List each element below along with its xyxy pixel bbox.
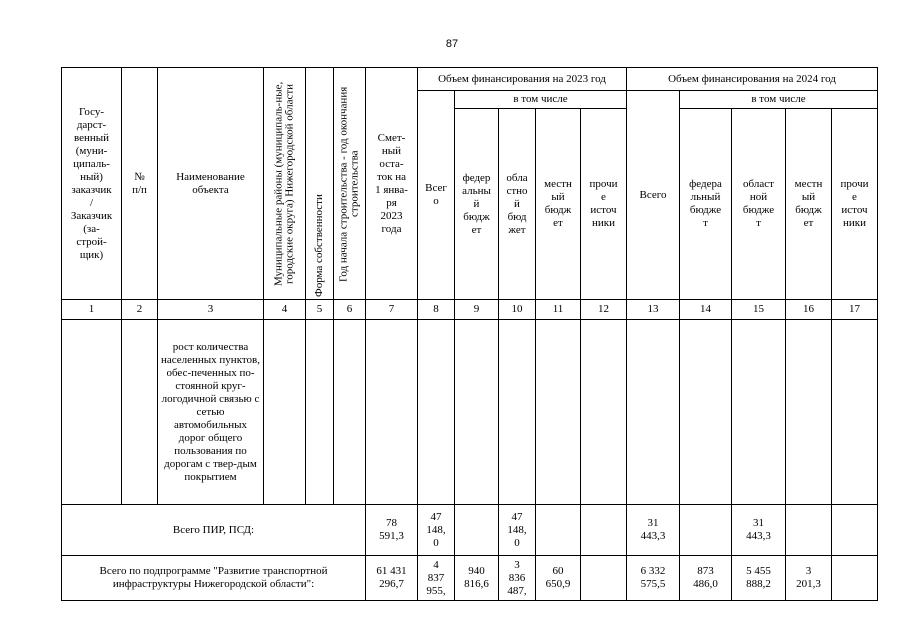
column-number: 6: [334, 300, 366, 320]
empty-cell: [264, 320, 306, 505]
header-including-2024: в том числе: [680, 91, 878, 109]
cell-other-2024: [832, 505, 878, 556]
cell-other-2024: [832, 556, 878, 601]
column-number: 14: [680, 300, 732, 320]
cell-local-2023: 60 650,9: [536, 556, 581, 601]
row-label: Всего ПИР, ПСД:: [62, 505, 366, 556]
empty-cell: [366, 320, 418, 505]
cell-balance: 61 431 296,7: [366, 556, 418, 601]
column-number: 12: [581, 300, 627, 320]
header-customer: Госу- дарст- венный (муни- ципаль- ный) заказчик / Заказчик (за- строй- щик): [62, 68, 122, 300]
cell-federal-2024: 873 486,0: [680, 556, 732, 601]
column-number: 17: [832, 300, 878, 320]
header-other-2023: прочи е источ ники: [581, 109, 627, 300]
header-total-2024: Всего: [627, 91, 680, 300]
empty-cell: [581, 320, 627, 505]
description-row: [62, 320, 878, 505]
cell-federal-2024: [680, 505, 732, 556]
header-financing-2024: Объем финансирования на 2024 год: [627, 68, 878, 91]
empty-cell: [455, 320, 499, 505]
empty-cell: [306, 320, 334, 505]
empty-cell: [536, 320, 581, 505]
header-total-2023: Всег о: [418, 91, 455, 300]
header-other-2024: прочи е источ ники: [832, 109, 878, 300]
header-local-2023: местн ый бюдж ет: [536, 109, 581, 300]
cell-total-2024: 31 443,3: [627, 505, 680, 556]
column-number: 5: [306, 300, 334, 320]
financing-table: [61, 67, 878, 601]
empty-cell: [62, 320, 122, 505]
empty-cell: [732, 320, 786, 505]
pir-total-row: [62, 505, 878, 556]
header-regional-2023: обла стно й бюд жет: [499, 109, 536, 300]
cell-other-2023: [581, 505, 627, 556]
column-number: 13: [627, 300, 680, 320]
cell-total-2023: 47 148, 0: [418, 505, 455, 556]
cell-federal-2023: 940 816,6: [455, 556, 499, 601]
column-number: 7: [366, 300, 418, 320]
header-num: № п/п: [122, 68, 158, 300]
empty-cell: [122, 320, 158, 505]
cell-local-2024: 3 201,3: [786, 556, 832, 601]
column-number: 15: [732, 300, 786, 320]
header-including-2023: в том числе: [455, 91, 627, 109]
cell-regional-2024: 31 443,3: [732, 505, 786, 556]
subprogram-total-row: [62, 556, 878, 601]
cell-regional-2023: 47 148, 0: [499, 505, 536, 556]
empty-cell: [627, 320, 680, 505]
cell-local-2024: [786, 505, 832, 556]
row-label: Всего по подпрограмме "Развитие транспортной инфраструктуры Нижегородской области":: [62, 556, 366, 601]
header-regional-2024: област ной бюдже т: [732, 109, 786, 300]
column-number: 1: [62, 300, 122, 320]
empty-cell: [334, 320, 366, 505]
header-federal-2024: федера льный бюдже т: [680, 109, 732, 300]
empty-cell: [786, 320, 832, 505]
header-ownership: Форма собственности: [306, 68, 334, 300]
column-number: 3: [158, 300, 264, 320]
column-number: 9: [455, 300, 499, 320]
empty-cell: [832, 320, 878, 505]
object-description: рост количества населенных пунктов, обес-печенных по-стоянной круг-логодичной связью с сетью автомобильных дорог общего пользования по дорогам с твер-дым покрытием: [158, 320, 264, 505]
header-districts: Муниципальные районы (муниципаль-ные, городские округа) Нижегородской области: [264, 68, 306, 300]
header-federal-2023: федер альны й бюдж ет: [455, 109, 499, 300]
column-number: 8: [418, 300, 455, 320]
empty-cell: [418, 320, 455, 505]
column-number: 10: [499, 300, 536, 320]
cell-other-2023: [581, 556, 627, 601]
cell-balance: 78 591,3: [366, 505, 418, 556]
header-object-name: Наименование объекта: [158, 68, 264, 300]
header-balance: Смет- ный оста- ток на 1 янва- ря 2023 года: [366, 68, 418, 300]
cell-federal-2023: [455, 505, 499, 556]
cell-regional-2023: 3 836 487,: [499, 556, 536, 601]
empty-cell: [499, 320, 536, 505]
column-number: 16: [786, 300, 832, 320]
empty-cell: [680, 320, 732, 505]
cell-total-2024: 6 332 575,5: [627, 556, 680, 601]
column-number: 4: [264, 300, 306, 320]
cell-local-2023: [536, 505, 581, 556]
header-local-2024: местн ый бюдж ет: [786, 109, 832, 300]
cell-regional-2024: 5 455 888,2: [732, 556, 786, 601]
column-number: 2: [122, 300, 158, 320]
column-number: 11: [536, 300, 581, 320]
cell-total-2023: 4 837 955,: [418, 556, 455, 601]
page-number: 87: [445, 38, 459, 50]
header-construction-years: Год начала строительства - год окончания строительства: [334, 68, 366, 300]
header-financing-2023: Объем финансирования на 2023 год: [418, 68, 627, 91]
